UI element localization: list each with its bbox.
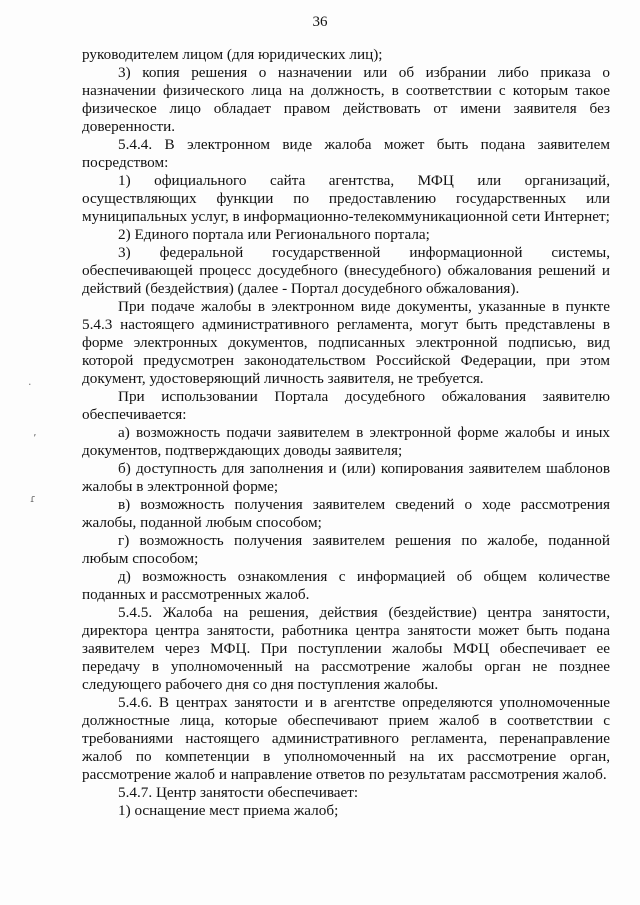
paragraph: 3) федеральной государственной информационной системы, обеспечивающей процесс досудебного (внесудебного) обжалования решений и действий (бездействия) (далее - Портал досудебного обжалования).: [82, 244, 610, 297]
paragraph: 3) копия решения о назначении или об избрании либо приказа о назначении физического лица на должность, в соответствии с которым такое физическое лицо обладает правом действовать от имени заявителя без доверенности.: [82, 64, 610, 135]
document-body: [82, 46, 610, 820]
paragraph: 1) оснащение мест приема жалоб;: [118, 802, 339, 819]
paragraph: руководителем лицом (для юридических лиц);: [82, 46, 383, 63]
paragraph: 2) Единого портала или Регионального портала;: [118, 226, 430, 243]
margin-speck: ·: [28, 378, 32, 391]
paragraph: г) возможность получения заявителем решения по жалобе, поданной любым способом;: [82, 532, 610, 567]
paragraph: д) возможность ознакомления с информацией об общем количестве поданных и рассмотренных жалоб.: [82, 568, 610, 603]
paragraph: При использовании Портала досудебного обжалования заявителю обеспечивается:: [82, 388, 610, 423]
paragraph: 5.4.7. Центр занятости обеспечивает:: [118, 784, 359, 801]
paragraph: б) доступность для заполнения и (или) копирования заявителем шаблонов жалобы в электронной форме;: [82, 460, 610, 495]
page-number: 36: [312, 14, 328, 30]
paragraph: При подаче жалобы в электронном виде документы, указанные в пункте 5.4.3 настоящего административного регламента, могут быть представлены в форме электронных документов, подписанных электронной подписью, вид которой предусмотрен законодательством Российской Федерации, при этом документ, удостоверяющий личность заявителя, не требуется.: [82, 298, 610, 387]
paragraph: в) возможность получения заявителем сведений о ходе рассмотрения жалобы, поданной любым способом;: [82, 496, 610, 531]
margin-speck: ɾ: [30, 492, 36, 505]
paragraph: 1) официального сайта агентства, МФЦ или организаций, осуществляющих функции по предоставлению государственных или муниципальных услуг, в информационно-телекоммуникационной сети Интернет;: [82, 172, 610, 225]
paragraph: 5.4.6. В центрах занятости и в агентстве определяются уполномоченные должностные лица, которые обеспечивают прием жалоб в соответствии с требованиями настоящего административного регламента, перенаправление жалоб по компетенции в уполномоченный на их рассмотрение орган, рассмотрение жалоб и направление ответов по результатам рассмотрения жалоб.: [82, 694, 610, 783]
paragraph: 5.4.5. Жалоба на решения, действия (бездействие) центра занятости, директора центра занятости, работника центра занятости может быть подана заявителем через МФЦ. При поступлении жалобы МФЦ обеспечивает ее передачу в уполномоченный на рассмотрение жалобы орган не позднее следующего рабочего дня со дня поступления жалобы.: [82, 604, 610, 693]
paragraph: 5.4.4. В электронном виде жалоба может быть подана заявителем посредством:: [82, 136, 610, 171]
margin-speck: ʼ: [33, 432, 37, 445]
paragraph: а) возможность подачи заявителем в электронной форме жалобы и иных документов, подтверждающих доводы заявителя;: [82, 424, 610, 459]
